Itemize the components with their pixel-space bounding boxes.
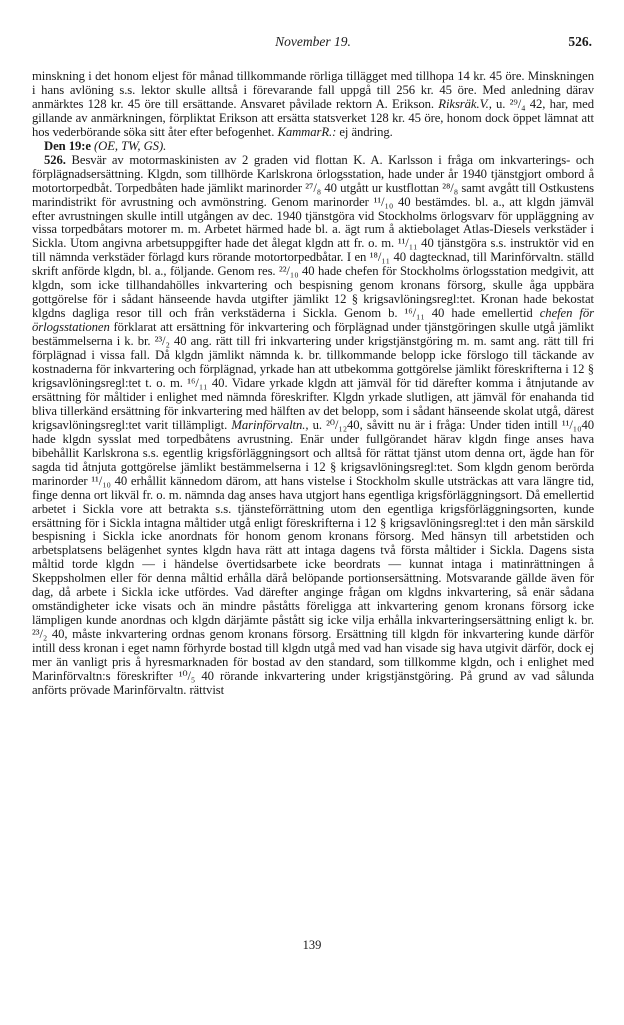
- paragraph-text: förklarat att ersättning för inkvartering och förplägnad under tjänstgöringen skulle utgå jämlikt bestämmelserna i k. br. ²³/₂ 40 ang. rätt till fri inkvartering under krigstjänstgöring m. m. samt ang. rätt till fri förplägnad i vissa fall. Då klgdn jämlikt nämnda k. br. tillkommande belopp icke förslogo till täckande av kostnaderna för inkvartering och förplägnad, yrkade han att utbekomma gottgörelse jämlikt föreskrifterna i 12 § krigsavlöningsregl:tet t. o. m. ¹⁶/₁₁ 40. Vidare yrkade klgdn att jämväl för tid därefter komma i åtnjutande av ersättning för måltider i enlighet med nämnda föreskrifter. Klgdn yrkade slutligen, att jämväl för enahanda tid bliva tillerkänd ersättning för inkvartering med hälften av det belopp, som i sådant hänseende skolat utgå, därest krigsavlöningsregl:tet varit tillämpligt.: [32, 320, 595, 432]
- page-header: [32, 30, 594, 56]
- paragraph-text: minskning i det honom eljest för månad tillkommande rörliga tillägget med tillhopa 14 kr. 45 öre. Minskningen i hans avlöning s.s. lektor skulle alltså i förevarande fall uppgå till 256 kr. 45 öre. Med anledning därav anmärktes 128 kr. 45 öre till ersättande. Ansvaret påvilade rektorn A. Erikson.: [32, 69, 594, 111]
- case-number: 526.: [44, 152, 66, 167]
- judges: (OE, TW, GS).: [94, 138, 167, 153]
- paragraph-text: ej ändring.: [339, 124, 393, 139]
- running-title: November 19.: [275, 34, 351, 49]
- paragraph-text: u. ²⁹/₄ 42, har, med gillande av anmärkningen, förpliktat Erikson att ersätta statsverket 128 kr. 45 öre, honom dock öppet lämnat att hos vederbörande söka sitt åter efter befogenhet.: [32, 96, 594, 139]
- body-text: [32, 70, 594, 698]
- paragraph-text: u. ²⁰/₁₂40, såvitt nu är i fråga: Under tiden intill ¹¹/₁₀40 hade klgdn sysslat med torpedbåtens avrustning. Enär under fullgörandet härav klgdn finge anses hava bibehållit Karlskrona s.s. egentlig krigsförläggningsort och alltså för rättat tjänst utom denna ort, ägde han för sagda tid åtnjuta gottgörelse jämlikt bestämmelserna i 12 § krigsavlöningsregl:tet. Som klgdn genom berörda marinorder ¹¹/₁₀ 40 erhållit kännedom därom, att hans vistelse i Stockholm skulle utsträckas att vara längre tid, finge denna ort likväl fr. o. m. nämnda dag anses hava utgjort hans egentliga krigsförläggningsort. Då emellertid arbetet i Sickla vore att betrakta s.s. tjänsteförrättning utom den egentliga krigsförläggningsorten, kunde ersättning för i Sickla intagna måltider utgå enligt föreskrifterna i 12 § krigsavlöningsregl:tet i den mån särskild bespisning i Sickla icke anordnats för honom genom kronans försorg. Med hänsyn till arbetstiden och arbetsplatsens belägenhet syntes klgdn hava rätt att intaga dagens två första måltider i Sickla. Dagens sista måltid torde klgdn — i händelse övertidsarbete icke beordrats — kunnat intaga i matinrättningen å Skeppsholmen eller för denna måltid erhålla därå belöpande portionsersättning. Motsvarande gällde även för dag, då arbete i Sickla icke utfördes. Vad därefter anginge frågan om klgdns inkvartering, så enär sådana omständigheter icke visats och än mindre påståtts föreligga att inkvartering genom kronans försorg icke lämpligen kunde anordnas och klgdn därjämte påstått sig icke vilja erhålla inkvarteringsersättning enligt k. br. ²³/₂ 40, måste inkvartering ordnas genom kronans försorg. Ersättning till klgdn för inkvartering kunde därför intill dess kronan i eget namn förhyrde bostad till klgdn utgå med vad han visade sig hava utgivit därför, dock ej mer än vanligt pris å hyresmarknaden för bostad av den standard, som tillkomme klgdn, och i enlighet med Marinförvaltn:s föreskrifter ¹⁰/₅ 40 rörande inkvartering under krigstjänstgöring. På grund av vad sålunda anförts prövade Marinförvaltn. rättvist: [32, 417, 595, 697]
- authority-name: Marinförvaltn.,: [231, 417, 309, 432]
- paragraph-continuation: [32, 70, 594, 140]
- reference: Riksräk.V.,: [438, 96, 492, 111]
- document-page: [32, 30, 594, 698]
- page-number: 526.: [568, 34, 592, 49]
- italic-phrase: chefen för örlogsstationen: [32, 306, 594, 335]
- paragraph-text: Besvär av motormaskinisten av 2 graden vid flottan K. A. Karlsson i fråga om inkvarterings- och förplägnadsersättning. Klgdn, som tillhörde Karlskrona örlogsstation, hade under år 1940 tjänstgjort ombord å motortorpedbåt. Torpedbåten hade jämlikt marinorder ²⁷/₈ 40 utgått ur kustflottan ²⁸/₈ samt avgått till Ostkustens marindistrikt för avrustning och avmönstring. Genom marinorder ¹¹/₁₀ 40 bestämdes. bl. a., att klgdn jämväl efter avrustningen skulle intill utgången av dec. 1940 tjänstgöra vid Stockholms örlogsvarv för uppläggning av vissa torpedbåtars motorer m. m. Arbetet härmed hade bl. a. ägt rum å aktiebolaget Atlas-Diesels verkstäder i Sickla. Utom angivna arbetsuppgifter hade det ålegat klgdn att fr. o. m. ¹¹/₁₁ 40 tjänstgöra s.s. instruktör vid en till nämnda verkstäder förlagd kurs rörande motortorpedbåtar. I en ¹⁸/₁₁ 40 dagtecknad, till Marinförvaltn. ställd skrift anförde klgdn, bl. a., följande. Genom res. ²²/₁₀ 40 hade chefen för Stockholms örlogsstation medgivit, att klgdn, som icke tillhandahölles inkvartering och bespisning genom kronans försorg, skulle åga uppbära gottgörelse för i sådant hänseende havda utgifter jämlikt 12 § krigsavlöningsregl:tet. Kronan hade bekostat klgdns dagliga resor till och från verkstäderna i Sickla. Genom b. ¹⁶/₁₁ 40 hade emellertid: [32, 152, 594, 321]
- date-heading: [32, 140, 594, 154]
- date-label: Den 19:e: [44, 138, 91, 153]
- reference: KammarR.:: [277, 124, 337, 139]
- footer-page-number: 139: [302, 938, 322, 952]
- case-paragraph: [32, 154, 594, 698]
